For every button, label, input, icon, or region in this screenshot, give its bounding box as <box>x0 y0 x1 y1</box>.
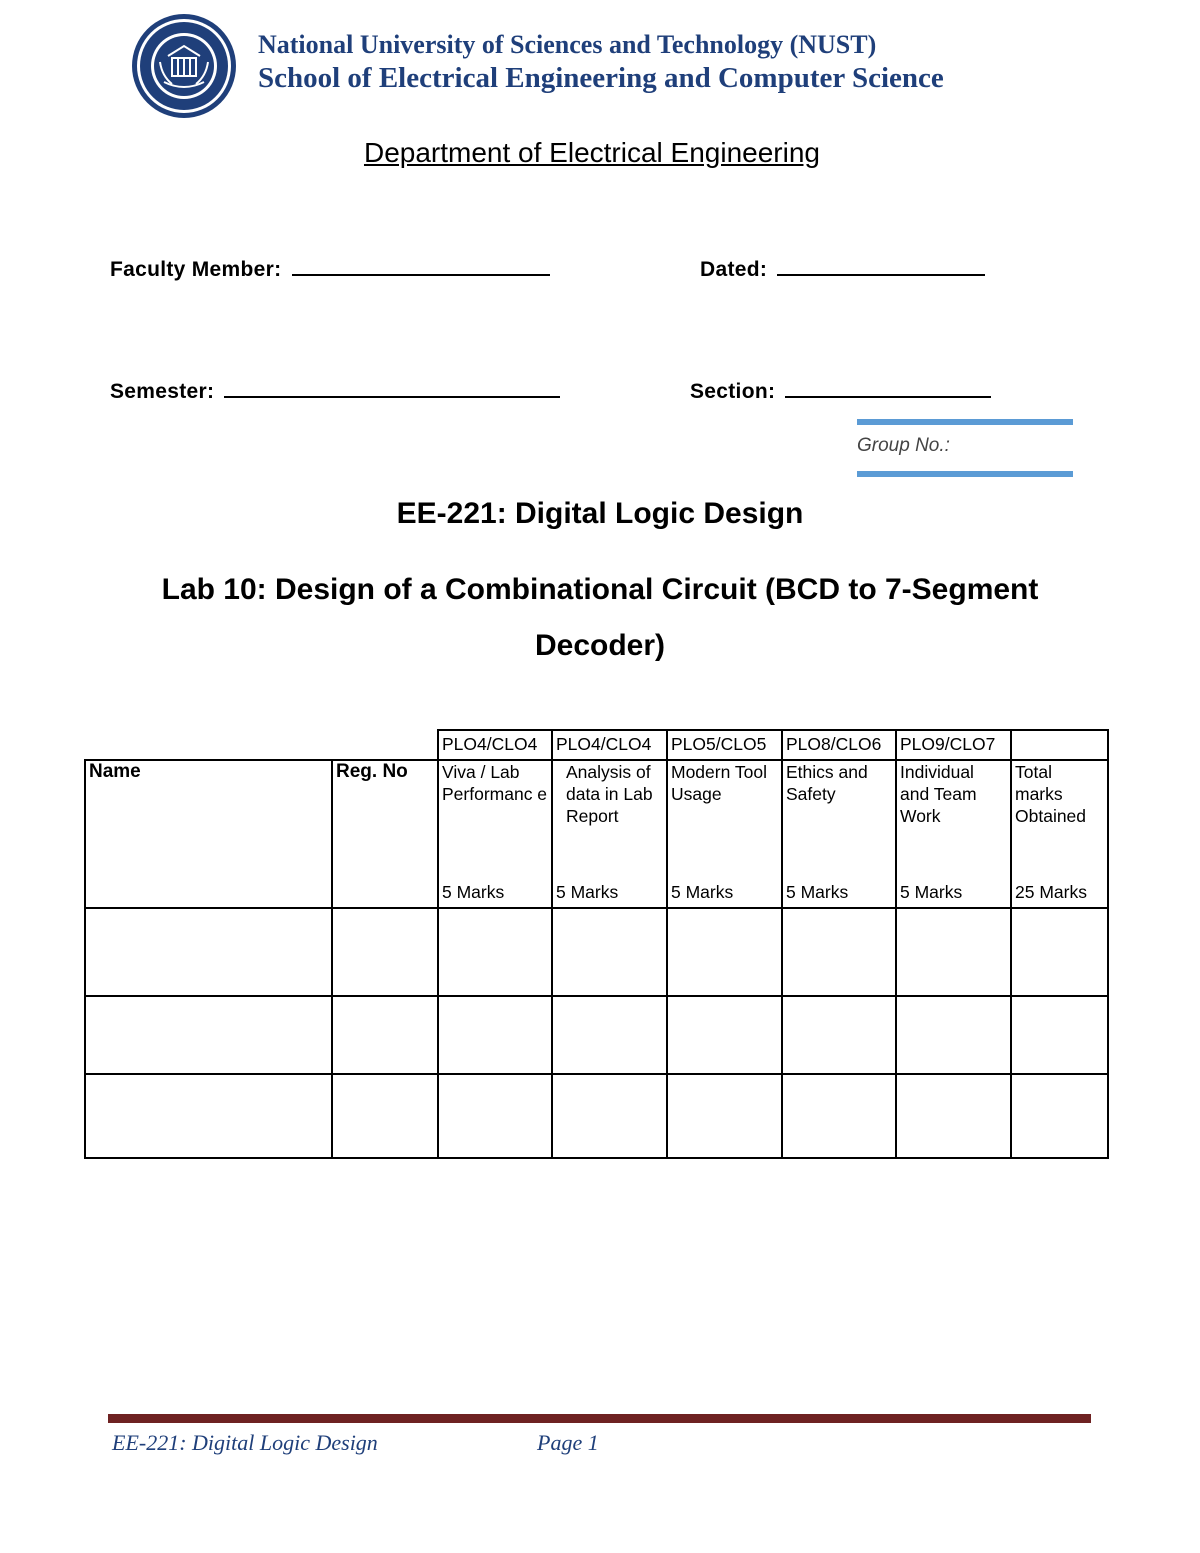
plo-cell: PLO4/CLO4 <box>438 730 552 760</box>
column-title: Total marks Obtained <box>1015 762 1087 826</box>
dated-label: Dated: <box>700 258 768 281</box>
column-marks: 25 Marks <box>1015 882 1087 902</box>
table-cell[interactable] <box>667 1074 782 1158</box>
table-cell[interactable] <box>1011 908 1108 996</box>
table-row <box>85 1074 1108 1158</box>
table-cell[interactable] <box>85 996 332 1074</box>
column-title: Ethics and Safety <box>786 762 868 804</box>
footer-page-number: Page 1 <box>537 1430 599 1455</box>
faculty-field[interactable] <box>110 258 550 282</box>
table-cell[interactable] <box>1011 1074 1108 1158</box>
table-cell[interactable] <box>85 908 332 996</box>
column-title: Modern Tool Usage <box>671 762 767 804</box>
plo-cell: PLO8/CLO6 <box>782 730 896 760</box>
school-name: School of Electrical Engineering and Computer Science <box>258 62 944 94</box>
faculty-blank[interactable] <box>292 258 550 276</box>
column-header <box>896 760 1011 908</box>
table-cell[interactable] <box>438 908 552 996</box>
dated-field[interactable] <box>700 258 985 282</box>
column-marks: 5 Marks <box>671 882 734 902</box>
name-header: Name <box>85 760 332 908</box>
nust-seal-icon <box>128 12 240 120</box>
table-cell[interactable] <box>438 996 552 1074</box>
group-label: Group No.: <box>857 435 950 456</box>
table-cell[interactable] <box>782 1074 896 1158</box>
reg-header: Reg. No <box>332 760 438 908</box>
table-cell[interactable] <box>896 996 1011 1074</box>
semester-field[interactable] <box>110 380 560 404</box>
department-title: Department of Electrical Engineering <box>363 137 820 168</box>
table-cell[interactable] <box>438 1074 552 1158</box>
table-cell[interactable] <box>896 908 1011 996</box>
column-title: Individual and Team Work <box>900 762 977 826</box>
column-header <box>438 760 552 908</box>
table-cell[interactable] <box>1011 996 1108 1074</box>
table-cell[interactable] <box>667 996 782 1074</box>
section-label: Section: <box>690 380 776 403</box>
dated-blank[interactable] <box>777 258 985 276</box>
table-cell[interactable] <box>552 996 667 1074</box>
column-title: Analysis of data in Lab Report <box>566 762 653 826</box>
marks-table <box>84 729 1109 1159</box>
table-cell[interactable] <box>782 908 896 996</box>
table-row <box>85 908 1108 996</box>
plo-cell <box>1011 730 1108 760</box>
table-cell[interactable] <box>85 1074 332 1158</box>
faculty-label: Faculty Member: <box>110 258 282 281</box>
table-cell[interactable] <box>552 1074 667 1158</box>
column-marks: 5 Marks <box>786 882 849 902</box>
table-cell[interactable] <box>896 1074 1011 1158</box>
column-marks: 5 Marks <box>442 882 505 902</box>
table-cell[interactable] <box>782 996 896 1074</box>
group-number-box[interactable] <box>857 419 1073 477</box>
column-marks: 5 Marks <box>900 882 963 902</box>
column-header <box>1011 760 1108 908</box>
column-header <box>782 760 896 908</box>
column-header <box>552 760 667 908</box>
university-name: National University of Sciences and Technology (NUST) <box>258 30 877 59</box>
semester-blank[interactable] <box>224 380 560 398</box>
table-row <box>85 996 1108 1074</box>
table-cell[interactable] <box>332 908 438 996</box>
plo-cell: PLO5/CLO5 <box>667 730 782 760</box>
column-header <box>667 760 782 908</box>
section-field[interactable] <box>690 380 991 404</box>
plo-cell: PLO9/CLO7 <box>896 730 1011 760</box>
lab-title: Lab 10: Design of a Combinational Circuit (BCD to 7-Segment Decoder) <box>161 573 1039 662</box>
section-blank[interactable] <box>785 380 991 398</box>
course-title: EE-221: Digital Logic Design <box>396 497 804 530</box>
column-title: Viva / Lab Performanc e <box>442 762 548 804</box>
column-marks: 5 Marks <box>556 882 619 902</box>
plo-cell: PLO4/CLO4 <box>552 730 667 760</box>
footer-course: EE-221: Digital Logic Design <box>112 1430 378 1455</box>
table-cell[interactable] <box>667 908 782 996</box>
plo-row <box>85 730 1108 760</box>
table-cell[interactable] <box>332 996 438 1074</box>
semester-label: Semester: <box>110 380 215 403</box>
header-row <box>85 760 1108 908</box>
table-cell[interactable] <box>552 908 667 996</box>
footer-divider <box>108 1414 1091 1423</box>
table-cell[interactable] <box>332 1074 438 1158</box>
